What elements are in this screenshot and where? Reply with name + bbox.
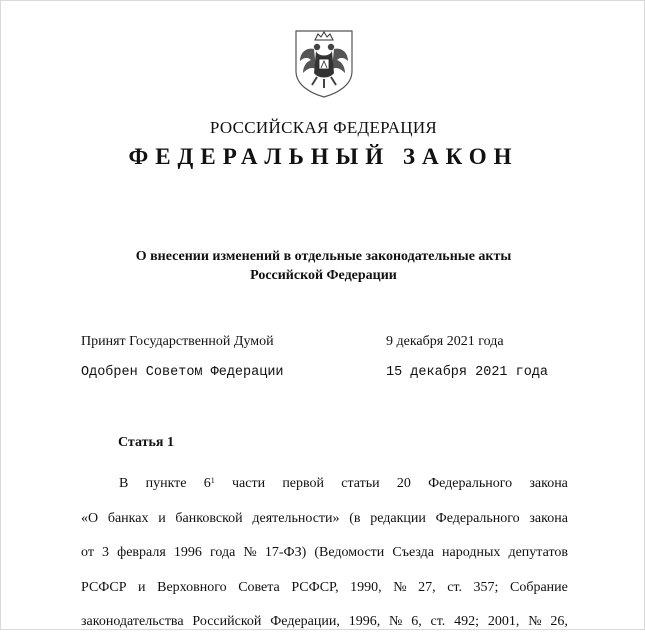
word: закона [529, 510, 568, 526]
word: от [81, 545, 94, 560]
word: народных [442, 545, 501, 560]
word: Федерации, [270, 614, 340, 629]
word: 1990, [350, 579, 382, 595]
word: 492; [454, 614, 480, 629]
law-title [1, 247, 645, 285]
word: года [209, 545, 236, 560]
word: В [119, 476, 129, 491]
word [204, 467, 215, 502]
word: РСФСР [81, 579, 127, 595]
word: № [528, 614, 542, 629]
word: Федерального [428, 476, 513, 491]
council-approval-date: 15 декабря 2021 года [386, 365, 549, 380]
word: РСФСР, [291, 579, 339, 595]
body-line-1 [81, 467, 568, 502]
word: и [158, 510, 166, 526]
word: 3 [102, 545, 110, 560]
word: 6, [411, 614, 422, 629]
law-title-line-2: Российской Федерации [250, 268, 397, 283]
word: 26, [550, 614, 568, 629]
word: части [231, 476, 266, 491]
word: редакции [370, 510, 426, 526]
word: и [138, 579, 146, 595]
word: 20 [396, 476, 411, 491]
body-line-4 [81, 571, 568, 606]
word: статьи [341, 476, 380, 491]
word: банковской [175, 510, 243, 526]
word: 1996, [348, 614, 381, 629]
council-approval-label: Одобрен Советом Федерации [81, 365, 284, 380]
article-body [81, 467, 568, 640]
word: 357; [473, 579, 499, 595]
point-number: 6 [203, 476, 211, 491]
word: Верховного [157, 579, 227, 595]
word: 2001, [487, 614, 520, 629]
word: банках [107, 510, 149, 526]
body-line-2 [81, 502, 568, 537]
word: Федерального [435, 510, 520, 526]
article-heading: Статья 1 [118, 435, 174, 450]
word: 1996 [173, 545, 202, 560]
document-type: ФЕДЕРАЛЬНЫЙ ЗАКОН [128, 144, 519, 169]
word: № [243, 545, 257, 560]
word: Совета [238, 579, 280, 595]
word: (в [349, 510, 361, 526]
word: Собрание [509, 579, 568, 595]
word: пункте [145, 476, 187, 491]
word: ст. [430, 614, 446, 629]
word: № [389, 614, 403, 629]
word: первой [282, 476, 325, 491]
country-name: РОССИЙСКАЯ ФЕДЕРАЦИЯ [209, 118, 438, 137]
word: 17-ФЗ) [264, 545, 307, 560]
word: закона [529, 476, 568, 491]
law-title-line-1: О внесении изменений в отдельные законодательные акты [135, 249, 512, 264]
word: депутатов [508, 545, 568, 560]
duma-adoption-label: Принят Государственной Думой [81, 334, 274, 349]
duma-adoption-date: 9 декабря 2021 года [386, 334, 504, 349]
word: Российской [192, 614, 262, 629]
word: законодательства [81, 614, 184, 629]
word: февраля [117, 545, 166, 560]
body-line-3 [81, 536, 568, 571]
coat-of-arms-icon [292, 27, 356, 99]
body-line-5 [81, 605, 568, 640]
word: (Ведомости [314, 545, 385, 560]
word: Съезда [392, 545, 434, 560]
word: № [393, 579, 407, 595]
word: «О [81, 510, 99, 526]
word: деятельности» [252, 510, 340, 526]
superscript: 1 [210, 476, 215, 485]
word: ст. [447, 579, 462, 595]
word: 27, [418, 579, 436, 595]
